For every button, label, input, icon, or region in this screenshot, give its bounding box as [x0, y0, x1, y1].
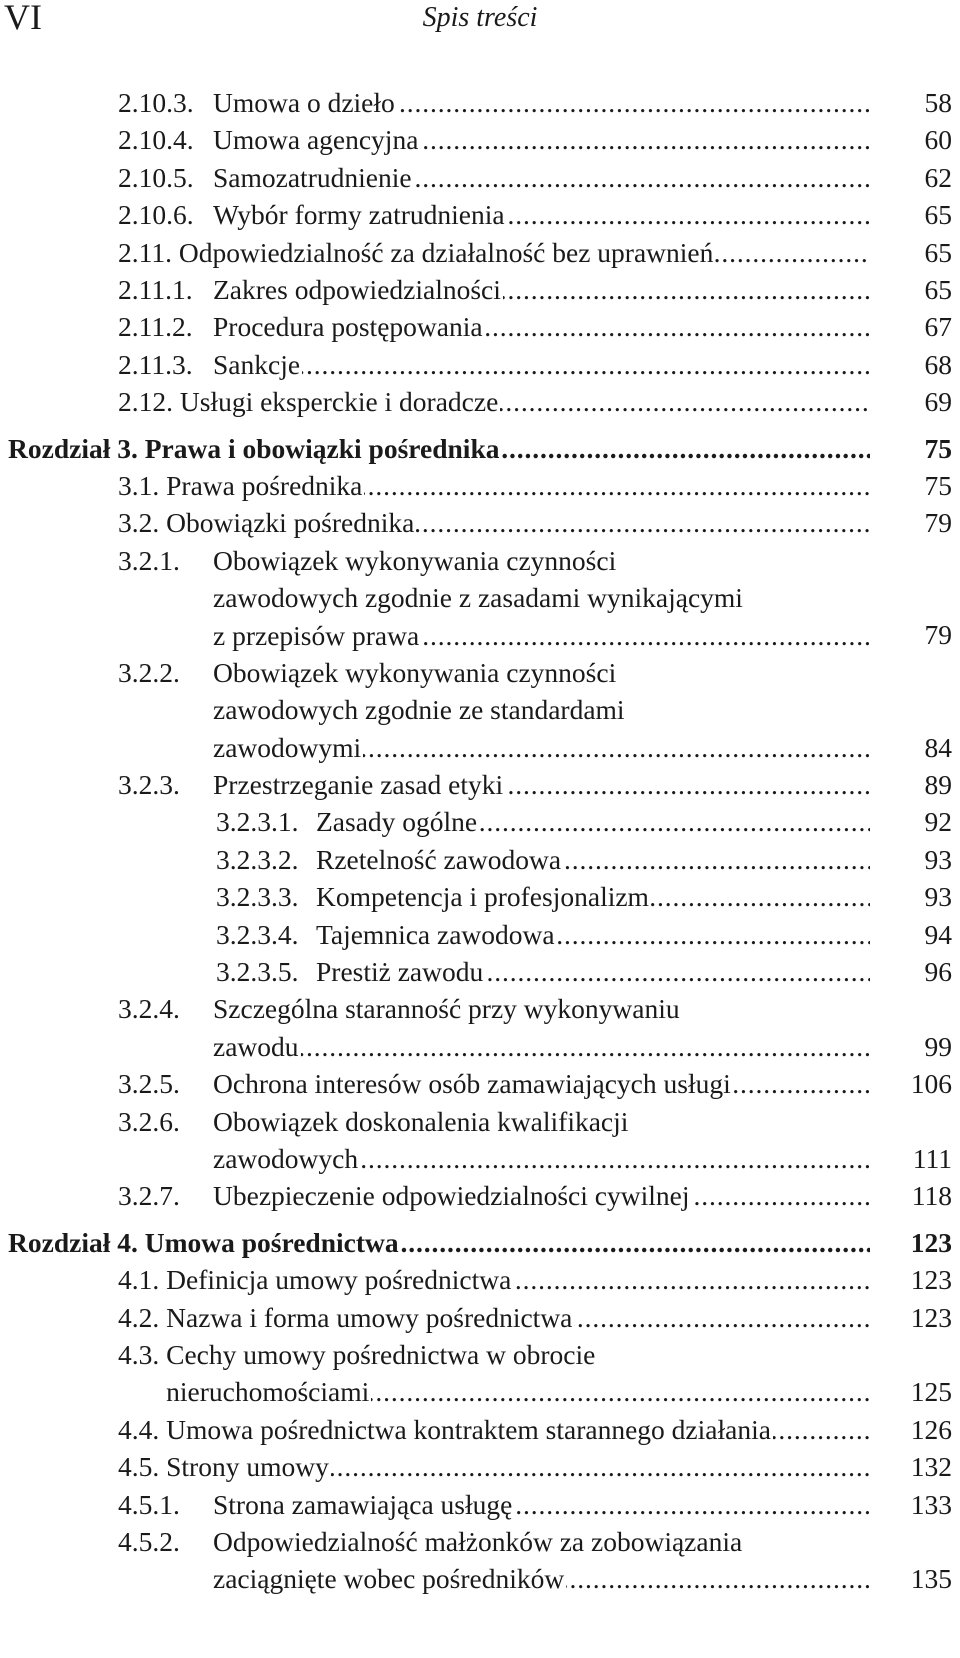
page-header	[0, 0, 960, 60]
entry-title: Prestiż zawodu	[316, 956, 484, 988]
entry-number: 2.11.2.	[118, 311, 193, 343]
toc-entry	[0, 542, 960, 654]
entry-title: zawodowych zgodnie ze standardami	[213, 694, 625, 726]
toc-entry	[0, 271, 960, 308]
entry-title: Procedura postępowania	[213, 311, 483, 343]
entry-title: Rzetelność zawodowa	[316, 843, 562, 875]
page-ref: 84	[924, 731, 952, 763]
toc-entry	[0, 121, 960, 158]
toc-entry	[0, 953, 960, 990]
entry-number: 3.1.	[118, 469, 160, 501]
toc-entry	[0, 159, 960, 196]
entry-number: 2.11.1.	[118, 273, 193, 305]
page-ref: 68	[924, 348, 952, 380]
entry-title: Umowa agencyjna	[213, 124, 419, 156]
page-ref: 65	[924, 199, 952, 231]
entry-number: 3.2.5.	[118, 1068, 180, 1100]
chapter-entry	[0, 430, 960, 467]
toc-entry	[0, 1336, 960, 1411]
toc-entry	[0, 1103, 960, 1178]
page-ref: 65	[924, 236, 952, 268]
entry-number: 4.3.	[118, 1338, 160, 1370]
page-ref: 118	[911, 1180, 952, 1212]
running-title: Spis treści	[422, 2, 538, 33]
toc-entry	[0, 84, 960, 121]
entry-title: nieruchomościami	[166, 1376, 370, 1408]
toc-entry	[0, 990, 960, 1065]
entry-title: Ochrona interesów osób zamawiających usługi	[213, 1068, 731, 1100]
toc-entry	[0, 1523, 960, 1598]
page-ref: 93	[924, 843, 952, 875]
entry-title: zawodowych	[213, 1143, 359, 1174]
entry-title: Prawa i obowiązki pośrednika	[144, 432, 500, 464]
toc-entry	[0, 878, 960, 915]
page-ref: 58	[924, 87, 952, 118]
page-ref: 67	[924, 311, 952, 343]
entry-title: zawodowych zgodnie z zasadami wynikającymi	[213, 582, 743, 614]
page-ref: 133	[910, 1488, 952, 1520]
entry-number: 3.2.6.	[118, 1105, 180, 1137]
entry-number: 4.4.	[118, 1413, 160, 1445]
page-ref: 126	[910, 1413, 952, 1445]
entry-title: Szczególna staranność przy wykonywaniu	[213, 993, 680, 1025]
entry-title: zaciągnięte wobec pośredników	[213, 1563, 565, 1595]
page-ref: 60	[924, 124, 952, 156]
toc-entry	[0, 1448, 960, 1485]
entry-number: 3.2.7.	[118, 1180, 180, 1212]
entry-title: z przepisów prawa	[213, 619, 420, 651]
page-ref: 69	[924, 386, 952, 418]
page-number: VI	[4, 0, 42, 37]
toc-entry	[0, 383, 960, 420]
page-ref: 111	[912, 1142, 952, 1174]
entry-title: Zakres odpowiedzialności	[213, 273, 501, 305]
entry-number: 3.2.4.	[118, 993, 180, 1025]
entry-title: Samozatrudnienie	[213, 161, 412, 193]
page-ref: 135	[910, 1563, 952, 1595]
page-ref: 75	[924, 432, 952, 464]
toc-entry	[0, 1177, 960, 1214]
entry-number: 3.2.3.2.	[216, 843, 299, 875]
entry-title: Usługi eksperckie i doradcze	[179, 386, 499, 418]
entry-number: 3.2.3.1.	[216, 806, 299, 838]
entry-number: 3.2.3.4.	[216, 918, 299, 950]
entry-title: Odpowiedzialność małżonków za zobowiązania	[213, 1525, 743, 1557]
entry-title: Umowa o dzieło	[213, 87, 395, 118]
entry-title: Prawa pośrednika	[166, 469, 363, 501]
entry-number: 2.11.	[118, 236, 172, 268]
entry-title: Odpowiedzialność za działalność bez uprawnień	[178, 236, 714, 268]
entry-number: 2.10.5.	[118, 161, 194, 193]
entry-number: Rozdział 4.	[8, 1226, 138, 1258]
page-ref: 75	[924, 469, 952, 501]
toc-entry	[0, 803, 960, 840]
page-ref: 123	[910, 1301, 952, 1333]
entry-number: 4.5.	[118, 1451, 160, 1483]
toc-entry	[0, 308, 960, 345]
page-ref: 65	[924, 273, 952, 305]
entry-number: 4.1.	[118, 1264, 160, 1296]
entry-title: zawodowymi	[213, 731, 362, 763]
entry-number: 2.10.6.	[118, 199, 194, 231]
entry-title: Umowa pośrednictwa	[144, 1226, 399, 1258]
page-ref: 92	[924, 806, 952, 838]
entry-title: Kompetencja i profesjonalizm	[316, 881, 649, 913]
entry-number: 2.11.3.	[118, 348, 193, 380]
entry-number: 3.2.3.	[118, 769, 180, 801]
page-ref: 79	[924, 619, 952, 651]
toc-entry	[0, 766, 960, 803]
entry-number: Rozdział 3.	[8, 432, 138, 464]
toc-entry	[0, 1486, 960, 1523]
chapter-entry	[0, 1224, 960, 1261]
toc-entry	[0, 346, 960, 383]
entry-number: 4.5.1.	[118, 1488, 180, 1520]
entry-title: Strona zamawiająca usługę	[213, 1488, 513, 1520]
toc-entry	[0, 234, 960, 271]
entry-title: Sankcje	[213, 348, 301, 380]
page-ref: 106	[910, 1068, 952, 1100]
page-ref: 62	[924, 161, 952, 193]
entry-number: 3.2.3.3.	[216, 881, 299, 913]
entry-title: Nazwa i forma umowy pośrednictwa	[166, 1301, 573, 1333]
entry-title: Tajemnica zawodowa	[316, 918, 555, 950]
entry-number: 4.5.2.	[118, 1525, 180, 1557]
entry-title: Obowiązki pośrednika	[166, 507, 415, 539]
toc-entry	[0, 654, 960, 766]
entry-title: Ubezpieczenie odpowiedzialności cywilnej	[213, 1180, 690, 1212]
entry-title: Przestrzeganie zasad etyki	[213, 769, 504, 801]
toc-entry	[0, 1261, 960, 1298]
entry-number: 3.2.3.5.	[216, 956, 299, 988]
page-ref: 96	[924, 956, 952, 988]
entry-title: Wybór formy zatrudnienia	[213, 199, 505, 231]
toc-entry	[0, 1411, 960, 1448]
entry-number: 2.12.	[118, 386, 173, 418]
entry-number: 4.2.	[118, 1301, 160, 1333]
entry-number: 2.10.4.	[118, 124, 194, 156]
page-ref: 89	[924, 769, 952, 801]
entry-title: Umowa pośrednictwa kontraktem starannego działania	[166, 1413, 771, 1445]
entry-title: Definicja umowy pośrednictwa	[166, 1264, 512, 1296]
page-ref: 93	[924, 881, 952, 913]
entry-title: Strony umowy	[166, 1451, 329, 1483]
page-ref: 132	[910, 1451, 952, 1483]
entry-title: Obowiązek doskonalenia kwalifikacji	[213, 1105, 629, 1137]
entry-number: 3.2.2.	[118, 656, 180, 688]
toc-entry	[0, 467, 960, 504]
page-ref: 123	[910, 1264, 952, 1296]
entry-title: Cechy umowy pośrednictwa w obrocie	[166, 1338, 596, 1370]
entry-number: 3.2.	[118, 507, 160, 539]
toc-entry	[0, 916, 960, 953]
page-ref: 94	[924, 918, 952, 950]
entry-title: Obowiązek wykonywania czynności	[213, 656, 617, 688]
toc-entry	[0, 504, 960, 541]
entry-title: zawodu	[213, 1030, 299, 1062]
page-ref: 79	[924, 507, 952, 539]
toc-entry	[0, 196, 960, 233]
entry-number: 2.10.3.	[118, 87, 194, 118]
page-ref: 125	[910, 1376, 952, 1408]
entry-title: Obowiązek wykonywania czynności	[213, 544, 617, 576]
page-ref: 99	[924, 1030, 952, 1062]
toc-entry	[0, 1065, 960, 1102]
table-of-contents	[0, 84, 960, 1598]
entry-title: Zasady ogólne	[316, 806, 478, 838]
toc-entry	[0, 841, 960, 878]
toc-entry	[0, 1299, 960, 1336]
page-ref: 123	[910, 1226, 952, 1258]
entry-number: 3.2.1.	[118, 544, 180, 576]
